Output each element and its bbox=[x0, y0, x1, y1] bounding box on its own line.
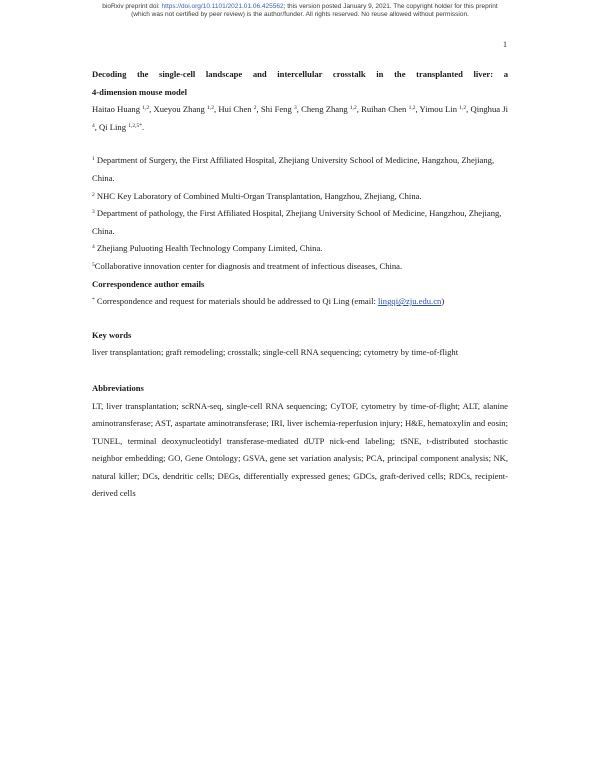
affiliation-list bbox=[92, 152, 508, 275]
paper-title bbox=[92, 66, 508, 101]
author-affiliation-marker: 1,2 bbox=[459, 105, 467, 112]
author-separator: , bbox=[296, 104, 302, 115]
author-affiliation-marker: 3 bbox=[293, 105, 297, 112]
affiliation-item bbox=[92, 188, 508, 206]
correspondence-marker: * bbox=[92, 297, 95, 304]
email-link[interactable]: lingqi@zju.edu.cn bbox=[378, 296, 442, 307]
author-separator: , bbox=[256, 104, 261, 115]
author-affiliation-marker: 1,2 bbox=[349, 105, 357, 112]
page-content bbox=[92, 66, 508, 503]
author-separator: , bbox=[466, 104, 471, 115]
banner-prefix: bioRxiv preprint doi: bbox=[102, 3, 162, 10]
doi-link[interactable]: https://doi.org/10.1101/2021.01.06.425562 bbox=[161, 3, 284, 10]
author-affiliation-marker: 1,2 bbox=[142, 105, 150, 112]
title-line-1: Decoding the single-cell landscape and intercellular crosstalk in the transplanted liver: a bbox=[92, 69, 508, 79]
abbreviations-text: LT, liver transplantation; scRNA-seq, single-cell RNA sequencing; CyTOF, cytometry by time-of-flight; ALT, alanine aminotransferase; AST, aspartate aminotransferase; IRI, liver ischemia-reperfusion injury; H&E, hematoxylin and eosin; TUNEL, terminal deoxynucleotidyl transferase-mediated dUTP nick-end labeling; tSNE, t-distributed stochastic neighbor embedding; GO, Gene Ontology; GSVA, gene set variation analysis; PCA, principal component analysis; NK, natural killer; DCs, dendritic cells; DEGs, differentially expressed genes; GDCs, graft-derived cells; RDCs, recipient-derived cells bbox=[92, 400, 508, 499]
author-name: Qinghua Ji bbox=[470, 104, 509, 115]
affiliation-text: Department of pathology, the First Affiliated Hospital, Zhejiang University School of Medicine, Hangzhou, Zhejiang, China. bbox=[92, 208, 502, 236]
author-separator: . bbox=[141, 121, 145, 132]
affiliation-number: 5 bbox=[92, 261, 95, 268]
preprint-banner bbox=[0, 3, 600, 19]
correspondence-close: ) bbox=[441, 296, 445, 307]
banner-suffix: ; this version posted January 9, 2021. The copyright holder for this preprint bbox=[283, 3, 498, 10]
affiliation-number: 1 bbox=[92, 156, 95, 163]
author-separator: , bbox=[94, 121, 100, 132]
author-separator: , bbox=[149, 104, 154, 115]
affiliation-text: NHC Key Laboratory of Combined Multi-Organ Transplantation, Hangzhou, Zhejiang, China. bbox=[94, 190, 422, 201]
affiliation-item bbox=[92, 240, 508, 258]
author-name: Qi Ling bbox=[99, 121, 127, 132]
affiliation-text: Department of Surgery, the First Affiliated Hospital, Zhejiang University School of Medicine, Hangzhou, Zhejiang, China. bbox=[92, 155, 495, 183]
title-line-2: 4-dimension mouse model bbox=[92, 86, 188, 97]
author-list bbox=[92, 101, 508, 136]
affiliation-number: 2 bbox=[92, 191, 95, 198]
banner-line-2: (which was not certified by peer review) is the author/funder. All rights reserved. No reuse allowed without permission. bbox=[131, 11, 469, 18]
correspondence-heading: Correspondence author emails bbox=[92, 278, 205, 289]
author-name: Xueyou Zhang bbox=[153, 104, 205, 115]
keywords-text: liver transplantation; graft remodeling; crosstalk; single-cell RNA sequencing; cytometry by time-of-flight bbox=[92, 347, 459, 358]
correspondence-note bbox=[92, 293, 508, 311]
page-number: 1 bbox=[503, 40, 507, 49]
author-separator: , bbox=[415, 104, 420, 115]
affiliation-text: Zhejiang Puluoting Health Technology Company Limited, China. bbox=[94, 243, 323, 254]
author-name: Yimou Lin bbox=[419, 104, 458, 115]
affiliation-item bbox=[92, 258, 508, 276]
banner-line-1 bbox=[0, 3, 600, 11]
affiliation-number: 4 bbox=[92, 244, 95, 251]
author-affiliation-marker: 1,2,5* bbox=[128, 122, 142, 129]
author-separator: , bbox=[213, 104, 219, 115]
author-name: Shi Feng bbox=[260, 104, 292, 115]
author-name: Cheng Zhang bbox=[301, 104, 348, 115]
abbreviations-heading: Abbreviations bbox=[92, 382, 144, 393]
author-name: Hui Chen bbox=[218, 104, 252, 115]
author-separator: , bbox=[356, 104, 362, 115]
author-affiliation-marker: 4 bbox=[92, 122, 95, 129]
author-name: Ruihan Chen bbox=[361, 104, 407, 115]
author-name: Haitao Huang bbox=[92, 104, 141, 115]
keywords-heading: Key words bbox=[92, 329, 132, 340]
author-affiliation-marker: 1,2 bbox=[207, 105, 214, 112]
correspondence-text: Correspondence and request for materials should be addressed to Qi Ling (email: bbox=[94, 296, 379, 307]
author-affiliation-marker: 2 bbox=[253, 105, 257, 112]
affiliation-text: Collaborative innovation center for diagnosis and treatment of infectious diseases, China. bbox=[94, 260, 403, 271]
affiliation-item bbox=[92, 205, 508, 240]
affiliation-item bbox=[92, 152, 508, 187]
author-affiliation-marker: 1,2 bbox=[408, 105, 416, 112]
affiliation-number: 3 bbox=[92, 209, 95, 216]
